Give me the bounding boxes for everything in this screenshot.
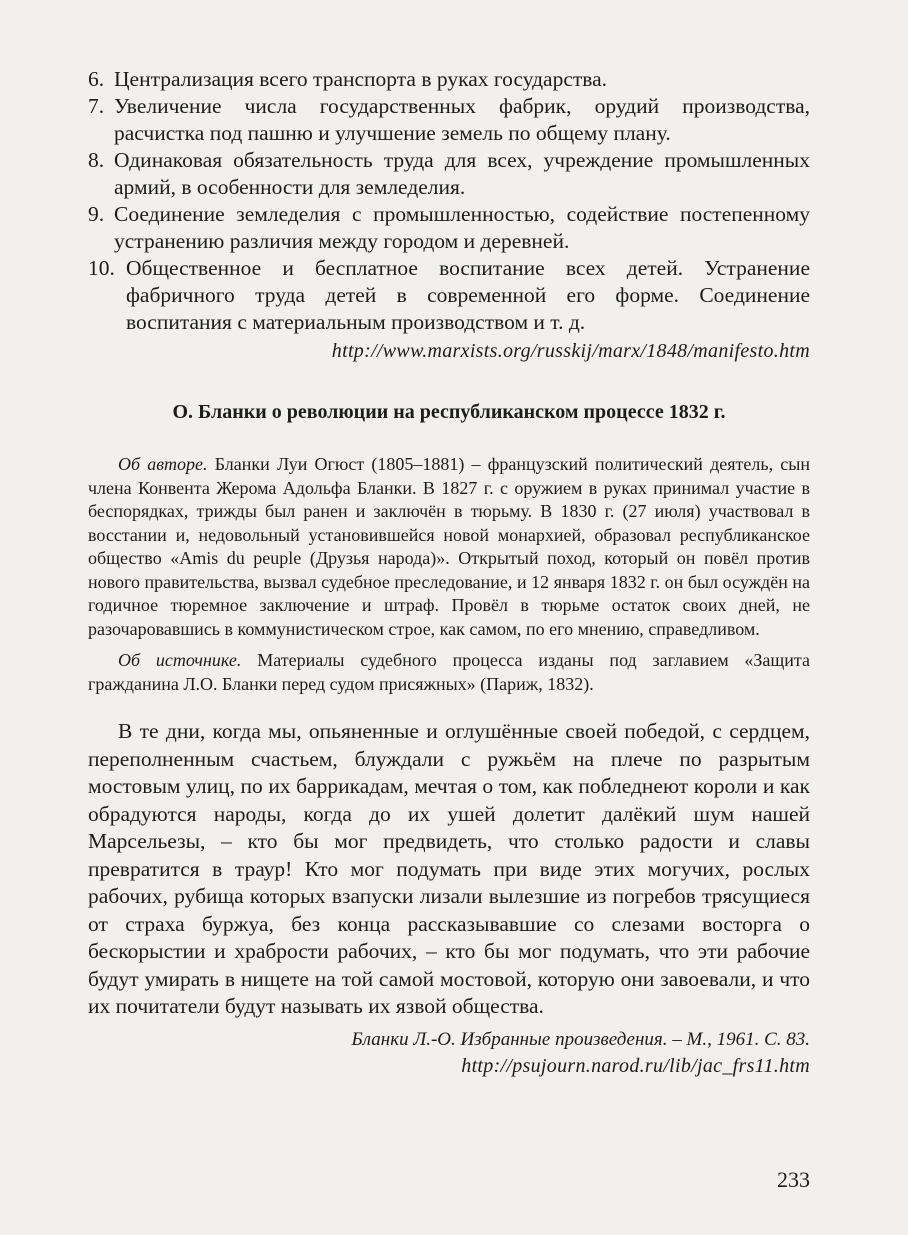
citation: Бланки Л.-О. Избранные произведения. – М., 1961. С. 83. (351, 1028, 810, 1050)
about-source-lead: Об источнике. (118, 650, 242, 670)
list-item-text: Одинаковая обязательность труда для всех, учреждение промышленных армий, в особенности для земледелия. (114, 148, 810, 199)
manifesto-source-url: http://www.marxists.org/russkij/marx/1848/manifesto.htm (331, 340, 810, 362)
list-item (88, 255, 810, 336)
list-item-number: 9. (88, 202, 105, 226)
list-item-number: 8. (88, 148, 105, 172)
about-source-paragraph (88, 649, 810, 696)
list-item-number: 7. (88, 94, 105, 118)
list-item (88, 147, 810, 201)
list-item-text: Соединение земледелия с промышленностью, содействие постепенному устранению различия между городом и деревней. (114, 202, 810, 253)
list-item-text: Увеличение числа государственных фабрик, орудий производства, расчистка под пашню и улучшение земель по общему плану. (114, 94, 810, 145)
quote-paragraph: В те дни, когда мы, опьяненные и оглушённые своей победой, с сердцем, переполненным счастьем, блуждали с ружьём на плече по разрытым мостовым улиц, по их баррикадам, мечтая о том, как побледнеют короли и как обрадуются народы, когда до их ушей долетит далёкий шум нашей Марсельезы, – кто бы мог предвидеть, что столько радости и славы превратится в траур! Кто мог подумать при виде этих могучих, рослых рабочих, рубища которых взапуски лизали вылезшие из погребов трясущиеся от страха буржуа, без конца рассказывавшие со слезами восторга о бескорыстии и храбрости рабочих, – кто бы мог подумать, что эти рабочие будут умирать в нищете на той самой мостовой, которую они завоевали, и что их почитатели будут называть их язвой общества. (88, 719, 810, 1018)
list-item-text: Общественное и бесплатное воспитание всех детей. Устранение фабричного труда детей в современной его форме. Соединение воспитания с материальным производством и т. д. (126, 256, 810, 334)
section-title: О. Бланки о революции на республиканском процессе 1832 г. (172, 401, 726, 423)
list-item (88, 93, 810, 147)
about-author-lead: Об авторе. (118, 454, 208, 474)
list-item (88, 201, 810, 255)
demands-list (88, 66, 810, 336)
about-author-paragraph (88, 453, 810, 641)
list-item-number: 10. (88, 256, 115, 280)
page-content (88, 66, 810, 1079)
list-item-text: Централизация всего транспорта в руках государства. (114, 67, 608, 91)
list-item (88, 66, 810, 93)
list-item-number: 6. (88, 67, 105, 91)
about-source-text: Материалы судебного процесса изданы под заглавием «Защита гражданина Л.О. Бланки перед судом присяжных» (Париж, 1832). (88, 650, 810, 694)
about-author-text: Бланки Луи Огюст (1805–1881) – французский политический деятель, сын члена Конвента Жерома Адольфа Бланки. В 1827 г. с оружием в руках принимал участие в беспорядках, трижды был ранен и заключён в тюрьму. В 1830 г. (27 июля) участвовал в восстании и, недовольный установившейся новой монархией, образовал республиканское общество «Amis du peuple (Друзья народа)». Открытый поход, который он повёл против нового правительства, вызвал судебное преследование, и 12 января 1832 г. он был осуждён на годичное тюремное заключение и штраф. Провёл в тюрьме остаток своих дней, не разочаровавшись в коммунистическом строе, как самом, по его мнению, справедливом. (88, 454, 810, 639)
page-number: 233 (777, 1167, 810, 1192)
citation-url: http://psujourn.narod.ru/lib/jac_frs11.htm (461, 1054, 810, 1077)
